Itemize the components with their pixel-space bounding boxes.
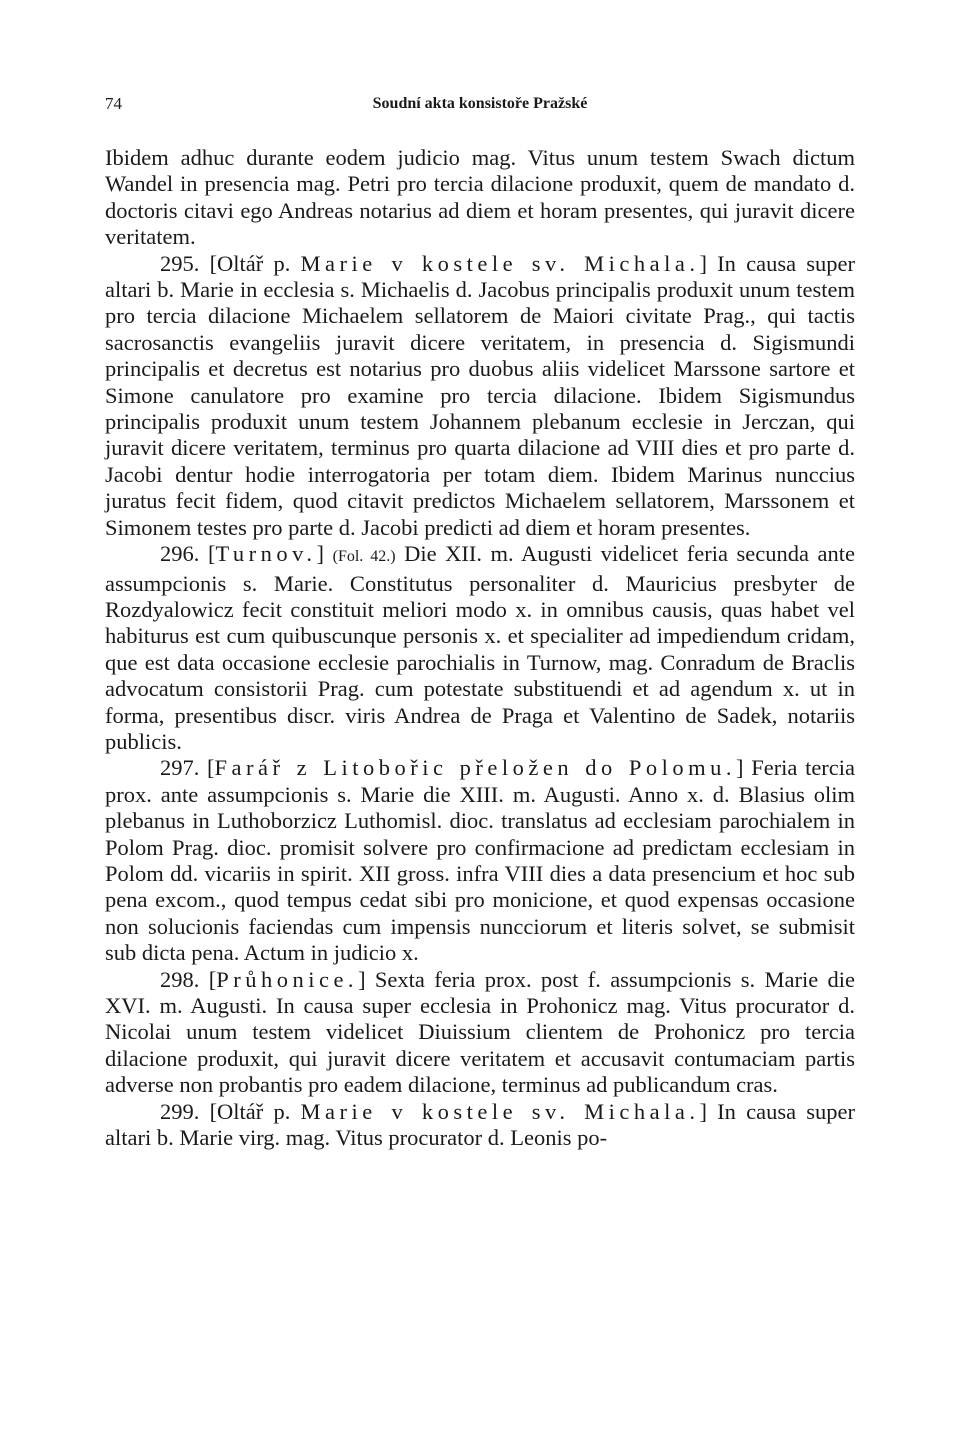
entry-296 xyxy=(105,541,855,755)
entry-heading-open: [Oltář p. xyxy=(209,250,301,276)
entry-heading-open: [ xyxy=(207,541,216,567)
entry-heading-close: ] xyxy=(316,541,325,567)
entry-number: 297. xyxy=(160,755,200,781)
entry-body: Feria tercia prox. ante assumpcionis s. Marie die XIII. m. Augusti. Anno x. d. Blasius olim plebanus in Luthoborzicz Luthomisl. dioc. translatus ad ecclesiam parochialem in Polom Prag. dioc. promisit solvere pro confirmacione ad predictam ecclesiam in Polom dd. vicariis in spirit. XII gross. infra VIII dies a data presencium et hoc sub pena excom., quod tempus cedat sibi pro monicione, et quod expensas occasione non solucionis faciendas cum impensis nuncciorum et literis solvet, se submisit sub dicta pena. Actum in judicio x. xyxy=(105,755,856,966)
paragraph-continuation xyxy=(105,145,855,251)
folio-reference: (Fol. 42.) xyxy=(332,548,396,566)
entry-298 xyxy=(105,967,855,1099)
running-head xyxy=(105,92,855,116)
entry-heading: Farář z Litobořic přeložen do Polomu. xyxy=(214,755,737,781)
entry-heading-open: [ xyxy=(207,755,215,781)
entry-299 xyxy=(105,1099,855,1152)
entry-heading-close: ] xyxy=(358,966,366,992)
entry-297 xyxy=(105,755,855,966)
entry-body: In causa super altari b. Marie in ecclesia s. Michaelis d. Jacobus principalis produxit unum testem pro tercia dilacione Michaelem sellatorem de Maiori civitate Prag., qui tactis sacrosanctis evangeliis juravit dicere veritatem, in presencia d. Sigismundi principalis et decretus est notarius pro duobus aliis videlicet Marssone sartore et Simone canulatore pro examine pro tercia dilacione. Ibidem Sigismundus principalis produxit unum testem Johannem plebanum ecclesie in Jerczan, qui juravit dicere veritatem, terminus pro quarta dilacione ad VIII dies et pro parte d. Jacobi dentur hodie interrogatoria per totam diem. Ibidem Marinus nunccius juratus fecit fidem, quod citavit predictos Michaelem sellatorem, Marssonem et Simonem testes pro parte d. Jacobi predicti ad diem et horam presentes. xyxy=(105,250,855,540)
entry-295 xyxy=(105,251,855,541)
entry-number: 298. xyxy=(160,966,200,992)
entry-heading-close: ] xyxy=(736,755,744,781)
entry-body: In causa super altari b. Marie virg. mag. Vitus procurator d. Leonis po- xyxy=(105,1098,855,1151)
entry-number: 296. xyxy=(160,541,200,567)
entry-heading: Průhonice. xyxy=(216,966,359,992)
entry-number: 295. xyxy=(160,250,200,276)
entry-number: 299. xyxy=(160,1098,200,1124)
entry-heading-open: [ xyxy=(208,966,217,992)
entry-heading-close: ] xyxy=(699,1098,707,1124)
body-text xyxy=(105,145,855,1151)
entry-heading-open: [Oltář p. xyxy=(209,1098,301,1124)
paragraph-body: Ibidem adhuc durante eodem judicio mag. Vitus unum testem Swach dictum Wandel in presencia mag. Petri pro tercia dilacione produxit, quem de mandato d. doctoris citavi ego Andreas notarius ad diem et horam presentes, qui juravit dicere veritatem. xyxy=(105,145,855,250)
entry-heading: Marie v kostele sv. Michala. xyxy=(300,250,700,276)
page-number: 74 xyxy=(105,94,122,113)
entry-body: Sexta feria prox. post f. assumpcionis s. Marie die XVI. m. Augusti. In causa super ecclesia in Prohonicz mag. Vitus procurator d. Nicolai unum testem videlicet Diuissium clientem de Prohonicz pro tercia dilacione produxit, qui juravit dicere veritatem et accusavit contumaciam partis adverse non probantis pro eadem dilacione, terminus ad publicandum cras. xyxy=(105,966,856,1098)
entry-body: Die XII. m. Augusti videlicet feria secunda ante assumpcionis s. Marie. Constitutus personaliter d. Mauricius presbyter de Rozdyalowicz fecit constituit meliori modo x. in omnibus causis, quas habet vel habiturus est cum quibuscunque personis x. et specialiter ad impediendum cridam, que est data occasione ecclesie parochialis in Turnow, mag. Conradum de Braclis advocatum consistorii Prag. cum potestate substituendi et ad agendum x. ut in forma, presentibus discr. viris Andrea de Praga et Valentino de Sadek, notariis publicis. xyxy=(105,541,856,754)
running-title: Soudní akta konsistoře Pražské xyxy=(372,95,588,112)
entry-heading-close: ] xyxy=(699,250,707,276)
entry-heading: Marie v kostele sv. Michala. xyxy=(300,1098,700,1124)
entry-heading: Turnov. xyxy=(215,541,317,567)
